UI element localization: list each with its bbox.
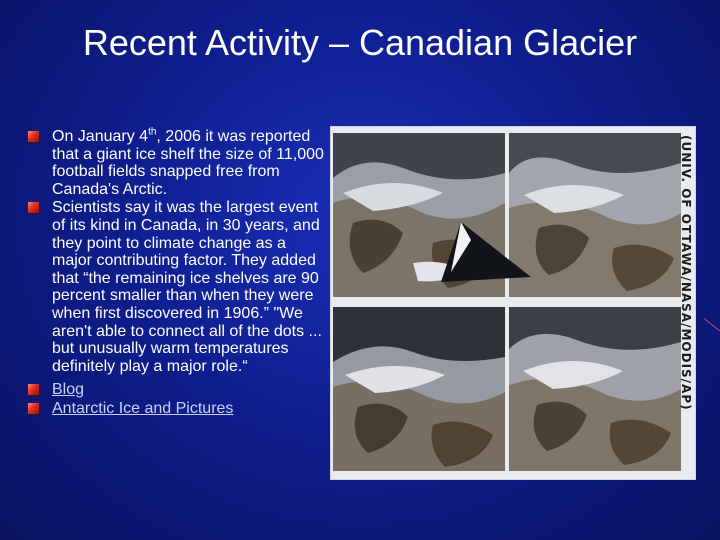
bullet-ice-shelf-report xyxy=(28,128,328,198)
satellite-tile-3 xyxy=(333,307,505,471)
bullet-marker-icon xyxy=(28,384,39,395)
bullet-scientists-quote xyxy=(28,199,328,375)
decorative-line xyxy=(704,318,720,331)
bullet-list xyxy=(28,128,328,418)
slide-title: Recent Activity – Canadian Glacier xyxy=(82,22,638,63)
blog-link[interactable]: Blog xyxy=(52,381,85,399)
bullet-marker-icon xyxy=(28,403,39,414)
satellite-tile-2 xyxy=(509,133,681,297)
image-credit-watermark: (UNIV. OF OTTAWA/NASA/MODIS/AP) xyxy=(679,135,693,411)
antarctic-ice-link[interactable]: Antarctic Ice and Pictures xyxy=(52,399,234,417)
bullet-blog-link xyxy=(28,381,328,399)
satellite-image-panel xyxy=(330,126,696,480)
satellite-tile-4 xyxy=(509,307,681,471)
bullet-marker-icon xyxy=(28,202,39,213)
ice-shelf-break-overlay xyxy=(441,222,531,282)
bullet-text: Scientists say it was the largest event of its kind in Canada, in 30 years, and they point to climate change as a major contributing factor. They added that “the remaining ice shelves are 90 percent smaller than when they were when first discovered in 1906.” "We aren't able to connect all of the dots ... but unusually warm temperatures definitely play a major role.“ xyxy=(52,199,322,375)
bullet-text-sup: th xyxy=(148,126,157,138)
bullet-marker-icon xyxy=(28,131,39,142)
bullet-text-part1: On January 4 xyxy=(52,128,149,145)
bullet-text-part2: , 2006 it was reported that a giant ice shelf the size of 11,000 football fields snapped free from Canada's Arctic. xyxy=(52,128,324,198)
bullet-antarctic-link xyxy=(28,400,328,418)
